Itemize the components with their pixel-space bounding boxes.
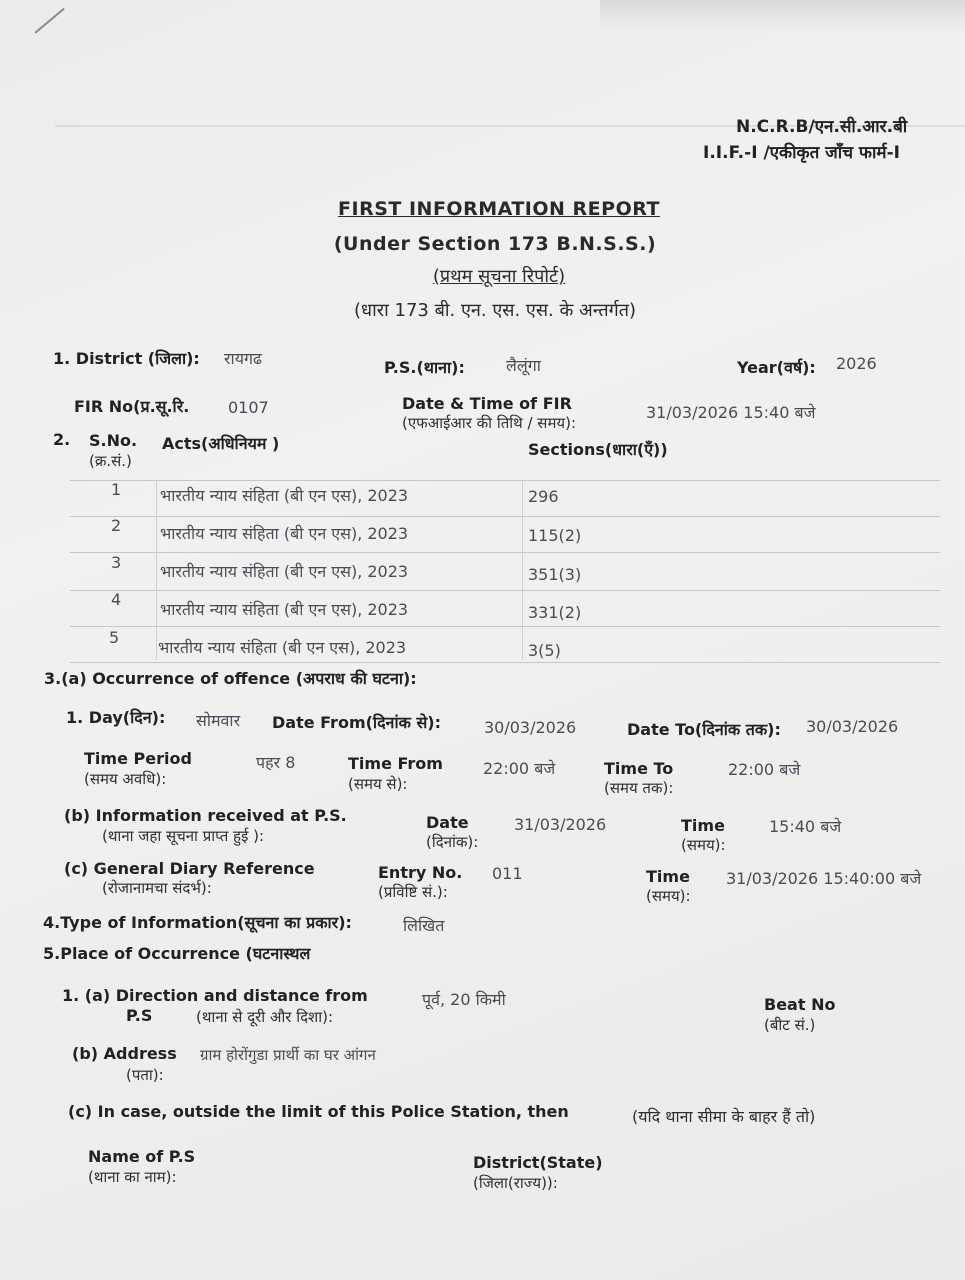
info-received-label: (b) Information received at P.S. [64,806,347,825]
report-title-hindi: (प्रथम सूचना रिपोर्ट) [432,266,566,287]
time-period-label-hindi: (समय अवधि): [84,770,167,788]
row-act: भारतीय न्याय संहिता (बी एन एस), 2023 [160,524,409,543]
fir-no-value: 0107 [228,398,269,417]
table-line [70,662,940,663]
date-to-label: Date To(दिनांक तक): [627,720,781,739]
time-period-label: Time Period [84,749,192,768]
address-value: ग्राम होरोंगुडा प्रार्थी का घर आंगन [200,1046,376,1064]
ps-value: लैलूंगा [506,356,541,375]
table-line [70,480,940,481]
row-section: 115(2) [528,526,582,545]
acts-section-number: 2. [53,430,71,449]
ps-label: P.S.(थाना): [384,358,465,377]
iif-label: I.I.F.-I /एकीकृत जाँच फार्म-I [703,143,900,163]
pen-mark [34,8,64,34]
table-line [70,626,940,627]
name-of-ps-label-hindi: (थाना का नाम): [88,1168,177,1186]
gd-time-label: Time [646,867,690,886]
year-value: 2026 [836,354,877,373]
report-section: (Under Section 173 B.N.S.S.) [333,233,657,255]
row-act: भारतीय न्याय संहिता (बी एन एस), 2023 [160,486,409,505]
ncrb-label: N.C.R.B/एन.सी.आर.बी [736,117,908,137]
row-act: भारतीय न्याय संहिता (बी एन एस), 2023 [158,638,407,657]
address-label-hindi: (पता): [126,1066,164,1084]
row-act: भारतीय न्याय संहिता (बी एन एस), 2023 [160,562,409,581]
district-label: 1. District (जिला): [53,349,200,368]
row-sno: 5 [109,628,120,647]
direction-label-hindi: (थाना से दूरी और दिशा): [196,1008,334,1026]
row-sno: 3 [111,553,122,572]
district-state-label: District(State) [473,1153,603,1172]
entry-no-label-hindi: (प्रविष्टि सं.): [378,883,448,901]
entry-no-value: 011 [492,864,523,883]
district-state-label-hindi: (जिला(राज्य)): [473,1174,558,1192]
gd-reference-label-hindi: (रोजानामचा संदर्भ): [102,879,212,897]
info-type-label: 4.Type of Information(सूचना का प्रकार): [43,913,352,932]
day-value: सोमवार [196,711,241,730]
beat-no-label: Beat No [764,995,836,1014]
time-from-label: Time From [348,754,443,773]
row-section: 351(3) [528,565,582,584]
day-label: 1. Day(दिन): [66,708,166,727]
address-label: (b) Address [72,1044,177,1063]
sno-header: S.No. [89,431,138,450]
fir-datetime-value: 31/03/2026 15:40 बजे [646,403,816,422]
gd-time-value: 31/03/2026 15:40:00 बजे [726,869,922,888]
row-sno: 1 [111,480,122,499]
table-line [70,516,940,517]
row-section: 331(2) [528,603,582,622]
report-section-hindi: (धारा 173 बी. एन. एस. एस. के अन्तर्गत) [354,300,636,321]
place-heading: 5.Place of Occurrence (घटनास्थल [43,944,311,963]
table-line [70,552,940,553]
table-column-line [156,480,157,660]
direction-value: पूर्व, 20 किमी [422,990,506,1009]
sno-header-hindi: (क्र.सं.) [89,452,132,470]
entry-no-label: Entry No. [378,863,463,882]
direction-label: 1. (a) Direction and distance from [62,986,368,1005]
time-from-value: 22:00 बजे [483,759,556,778]
info-time-value: 15:40 बजे [769,817,842,836]
direction-label-ps: P.S [126,1006,153,1025]
info-received-label-hindi: (थाना जहा सूचना प्राप्त हुई ): [102,827,265,845]
date-to-value: 30/03/2026 [806,717,899,736]
page-shadow [600,0,965,30]
time-to-label-hindi: (समय तक): [604,779,674,797]
info-date-label-hindi: (दिनांक): [426,833,479,851]
outside-limit-label: (c) In case, outside the limit of this Police Station, then [68,1102,569,1121]
fir-datetime-label-hindi: (एफआईआर की तिथि / समय): [402,414,577,432]
time-to-label: Time To [604,759,674,778]
time-from-label-hindi: (समय से): [348,775,408,793]
time-to-value: 22:00 बजे [728,760,801,779]
date-from-value: 30/03/2026 [484,718,577,737]
info-type-value: लिखित [403,916,445,935]
fir-no-label: FIR No(प्र.सू.रि. [74,397,190,416]
name-of-ps-label: Name of P.S [88,1147,196,1166]
row-act: भारतीय न्याय संहिता (बी एन एस), 2023 [160,600,409,619]
info-date-label: Date [426,813,469,832]
row-section: 3(5) [528,641,561,660]
report-title: FIRST INFORMATION REPORT [338,198,660,220]
beat-no-label-hindi: (बीट सं.) [764,1016,816,1034]
row-sno: 4 [111,590,122,609]
district-value: रायगढ [224,349,262,368]
info-date-value: 31/03/2026 [514,815,607,834]
row-section: 296 [528,487,559,506]
table-column-line [522,480,523,660]
acts-header: Acts(अधिनियम ) [162,434,280,453]
sections-header: Sections(धारा(एँ)) [528,440,668,459]
info-time-label-hindi: (समय): [681,836,726,854]
year-label: Year(वर्ष): [737,358,816,377]
row-sno: 2 [111,516,122,535]
date-from-label: Date From(दिनांक से): [272,713,441,732]
table-line [70,590,940,591]
gd-reference-label: (c) General Diary Reference [64,859,315,878]
fir-datetime-label: Date & Time of FIR [402,394,572,413]
outside-limit-label-hindi: (यदि थाना सीमा के बाहर हैं तो) [632,1107,816,1126]
occurrence-heading: 3.(a) Occurrence of offence (अपराध की घटना): [44,669,417,688]
info-time-label: Time [681,816,725,835]
gd-time-label-hindi: (समय): [646,887,691,905]
time-period-value: पहर 8 [256,753,296,772]
